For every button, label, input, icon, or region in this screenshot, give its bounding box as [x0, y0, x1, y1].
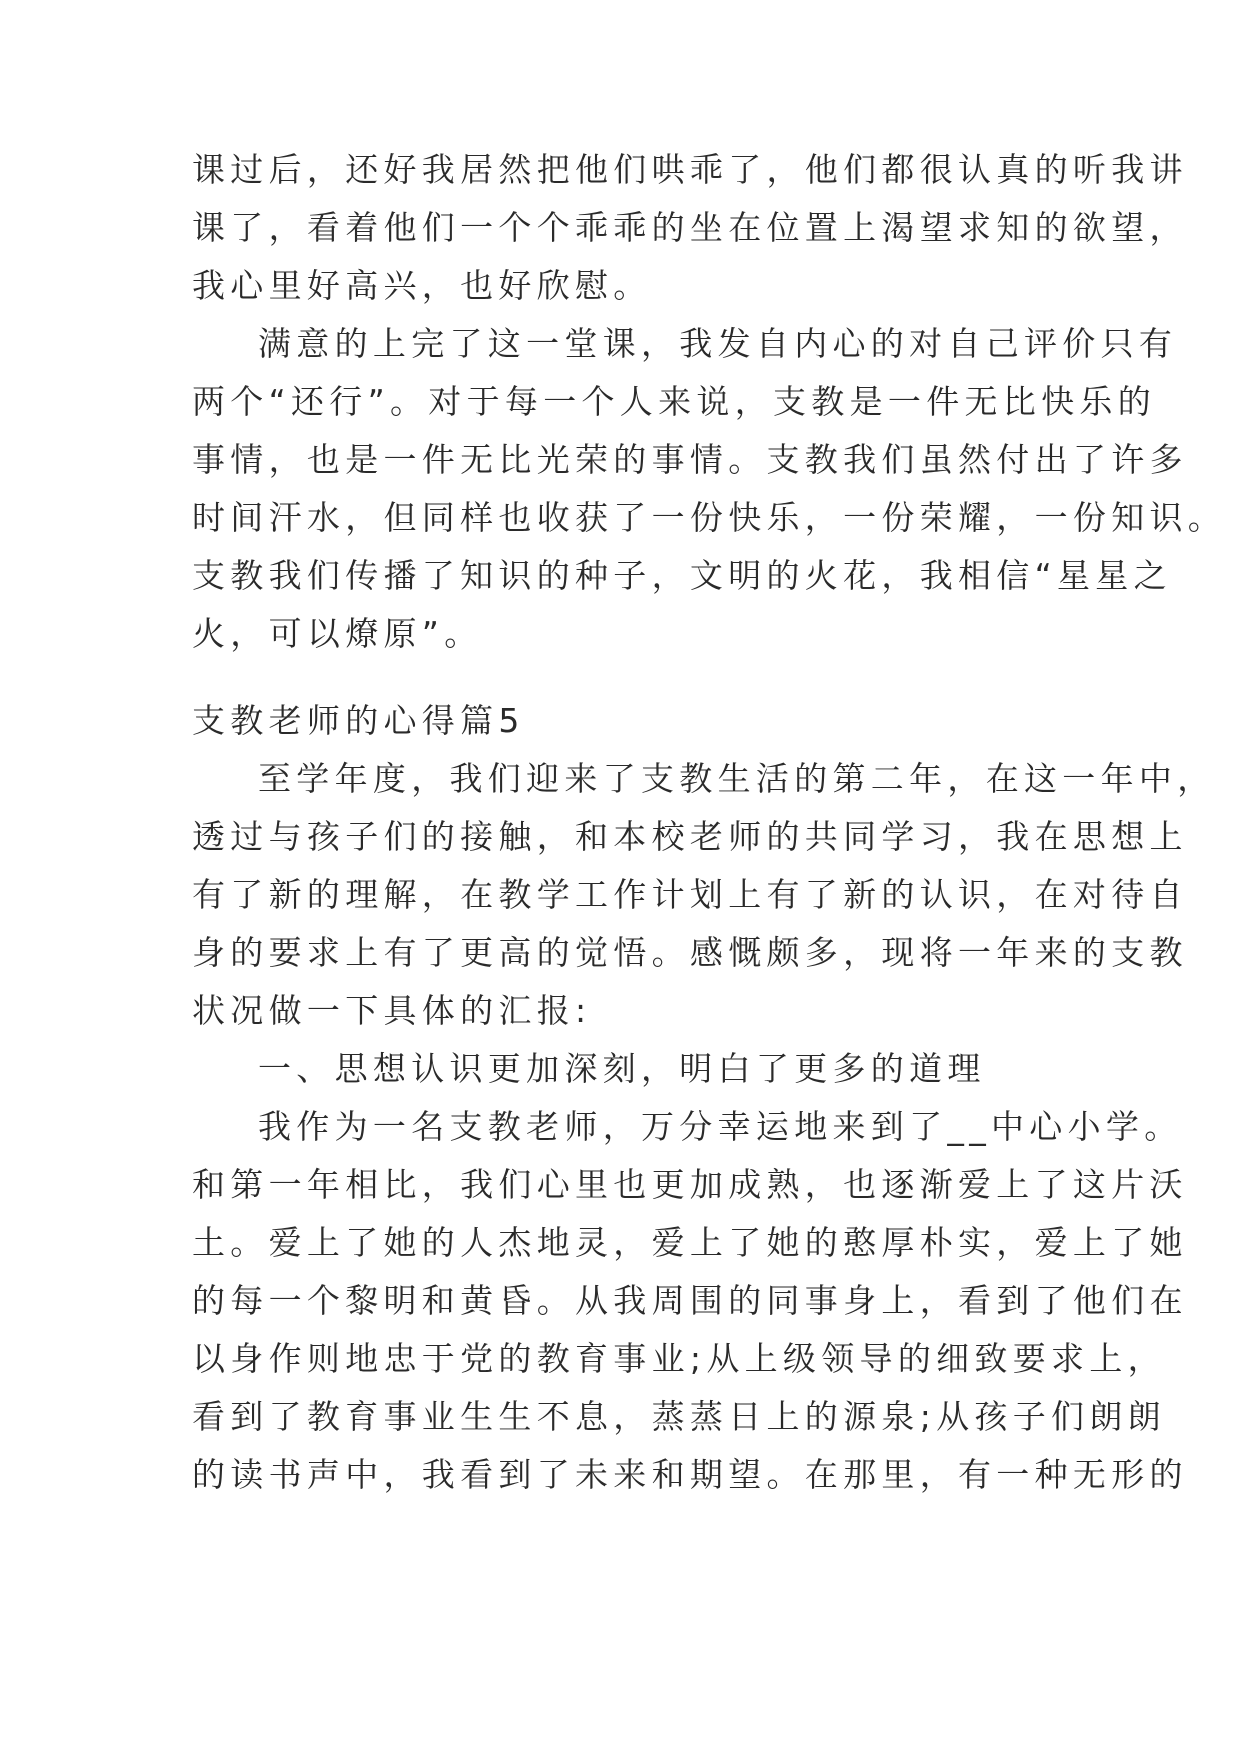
paragraph-line: 至学年度，我们迎来了支教生活的第二年，在这一年中， — [258, 759, 1216, 798]
paragraph-line: 火，可以燎原”。 — [192, 614, 483, 653]
subheading-line: 一、思想认识更加深刻，明白了更多的道理 — [258, 1049, 986, 1088]
paragraph-line: 时间汗水，但同样也收获了一份快乐，一份荣耀，一份知识。 — [192, 498, 1227, 537]
paragraph-line: 课过后，还好我居然把他们哄乖了，他们都很认真的听我讲 — [192, 150, 1188, 189]
section-heading: 支教老师的心得篇5 — [192, 701, 525, 740]
paragraph-line: 土。爱上了她的人杰地灵，爱上了她的憨厚朴实，爱上了她 — [192, 1223, 1188, 1262]
paragraph-line: 透过与孩子们的接触，和本校老师的共同学习，我在思想上 — [192, 817, 1188, 856]
paragraph-line: 事情，也是一件无比光荣的事情。支教我们虽然付出了许多 — [192, 440, 1188, 479]
paragraph-line: 有了新的理解，在教学工作计划上有了新的认识，在对待自 — [192, 875, 1188, 914]
paragraph-line: 和第一年相比，我们心里也更加成熟，也逐渐爱上了这片沃 — [192, 1165, 1188, 1204]
paragraph-line: 两个“还行”。对于每一个人来说，支教是一件无比快乐的 — [192, 382, 1156, 421]
paragraph-line: 状况做一下具体的汇报: — [192, 991, 592, 1030]
paragraph-line: 身的要求上有了更高的觉悟。感慨颇多，现将一年来的支教 — [192, 933, 1188, 972]
paragraph-line: 我作为一名支教老师，万分幸运地来到了__中心小学。 — [258, 1107, 1183, 1146]
paragraph-line: 我心里好高兴，也好欣慰。 — [192, 266, 652, 305]
paragraph-line: 课了，看着他们一个个乖乖的坐在位置上渴望求知的欲望， — [192, 208, 1188, 247]
paragraph-line: 的读书声中，我看到了未来和期望。在那里，有一种无形的 — [192, 1455, 1188, 1494]
paragraph-line: 满意的上完了这一堂课，我发自内心的对自己评价只有 — [258, 324, 1178, 363]
paragraph-line: 支教我们传播了知识的种子，文明的火花，我相信“星星之 — [192, 556, 1172, 595]
paragraph-line: 看到了教育事业生生不息，蒸蒸日上的源泉;从孩子们朗朗 — [192, 1397, 1166, 1436]
paragraph-line: 以身作则地忠于党的教育事业;从上级领导的细致要求上， — [192, 1339, 1166, 1378]
paragraph-line: 的每一个黎明和黄昏。从我周围的同事身上，看到了他们在 — [192, 1281, 1188, 1320]
